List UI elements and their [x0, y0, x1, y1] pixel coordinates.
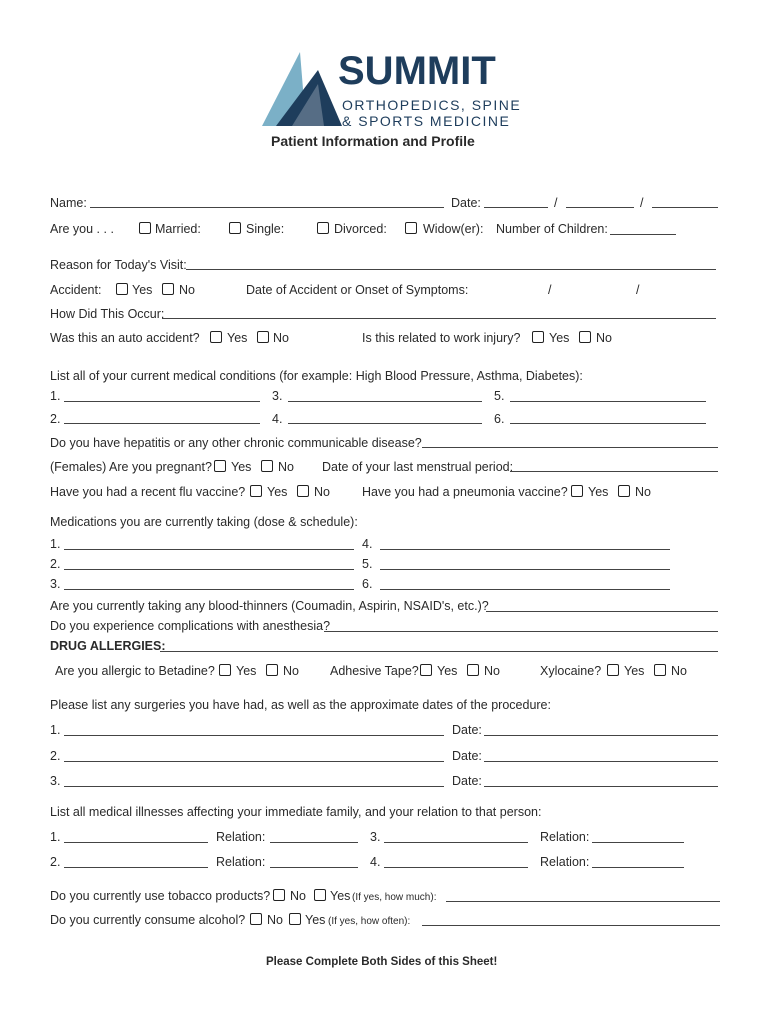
- single-checkbox[interactable]: [229, 222, 241, 234]
- family-relation-label-3: Relation:: [540, 830, 590, 844]
- pregnant-yes-label: Yes: [231, 460, 252, 474]
- flu-yes-checkbox[interactable]: [250, 485, 262, 497]
- work-no-label: No: [596, 331, 612, 345]
- tobacco-yes-label: Yes: [330, 889, 351, 903]
- drug-allergies-label: DRUG ALLERGIES:: [50, 639, 166, 653]
- flu-label: Have you had a recent flu vaccine?: [50, 485, 246, 499]
- auto-accident-label: Was this an auto accident?: [50, 331, 200, 345]
- work-injury-label: Is this related to work injury?: [362, 331, 521, 345]
- family-num-2: 2.: [50, 855, 61, 869]
- adhesive-yes-checkbox[interactable]: [420, 664, 432, 676]
- betadine-yes-label: Yes: [236, 664, 257, 678]
- work-yes-checkbox[interactable]: [532, 331, 544, 343]
- auto-yes-checkbox[interactable]: [210, 331, 222, 343]
- family-num-4: 4.: [370, 855, 381, 869]
- married-checkbox[interactable]: [139, 222, 151, 234]
- alcohol-field[interactable]: [422, 925, 720, 926]
- widow-label: Widow(er):: [423, 222, 484, 236]
- are-you-label: Are you . . .: [50, 222, 114, 236]
- accident-no-label: No: [179, 283, 195, 297]
- date-year-field[interactable]: [652, 207, 718, 208]
- date-accident-slash-2: /: [636, 283, 640, 297]
- condition-num-4: 4.: [272, 412, 283, 426]
- pneumonia-no-checkbox[interactable]: [618, 485, 630, 497]
- date-slash-2: /: [640, 196, 644, 210]
- how-occur-field[interactable]: [162, 318, 716, 319]
- xylocaine-yes-label: Yes: [624, 664, 645, 678]
- adhesive-no-label: No: [484, 664, 500, 678]
- logo-wordmark: SUMMIT: [338, 49, 496, 93]
- surgery-num-2: 2.: [50, 749, 61, 763]
- anesthesia-field[interactable]: [324, 631, 718, 632]
- alcohol-hint: (If yes, how often):: [328, 916, 411, 927]
- pneumonia-label: Have you had a pneumonia vaccine?: [362, 485, 568, 499]
- tobacco-hint: (If yes, how much):: [352, 892, 437, 903]
- summit-logo: [262, 44, 522, 132]
- drug-allergies-field[interactable]: [160, 651, 718, 652]
- family-num-1: 1.: [50, 830, 61, 844]
- children-field[interactable]: [610, 234, 676, 235]
- med-field-2[interactable]: [64, 569, 354, 570]
- med-field-5[interactable]: [380, 569, 670, 570]
- conditions-label: List all of your current medical conditions (for example: High Blood Pressure, Asthma, Diabetes):: [50, 369, 583, 383]
- name-label: Name:: [50, 196, 87, 210]
- alcohol-no-label: No: [267, 913, 283, 927]
- date-accident-slash-1: /: [548, 283, 552, 297]
- pregnant-no-checkbox[interactable]: [261, 460, 273, 472]
- auto-no-label: No: [273, 331, 289, 345]
- name-field[interactable]: [90, 207, 444, 208]
- family-relation-field-1[interactable]: [270, 842, 358, 843]
- medications-label: Medications you are currently taking (dose & schedule):: [50, 515, 358, 529]
- surgery-date-field-1[interactable]: [484, 735, 718, 736]
- med-num-3: 3.: [50, 577, 61, 591]
- how-occur-label: How Did This Occur:: [50, 307, 165, 321]
- accident-yes-checkbox[interactable]: [116, 283, 128, 295]
- surgery-num-1: 1.: [50, 723, 61, 737]
- single-label: Single:: [246, 222, 285, 236]
- adhesive-yes-label: Yes: [437, 664, 458, 678]
- family-relation-field-4[interactable]: [592, 867, 684, 868]
- med-num-2: 2.: [50, 557, 61, 571]
- blood-thinners-field[interactable]: [486, 611, 718, 612]
- accident-label: Accident:: [50, 283, 102, 297]
- family-field-2[interactable]: [64, 867, 208, 868]
- condition-num-6: 6.: [494, 412, 505, 426]
- alcohol-yes-checkbox[interactable]: [289, 913, 301, 925]
- footer-note: Please Complete Both Sides of this Sheet!: [266, 956, 498, 968]
- surgery-field-3[interactable]: [64, 786, 444, 787]
- pregnant-no-label: No: [278, 460, 294, 474]
- work-yes-label: Yes: [549, 331, 570, 345]
- surgery-date-label-3: Date:: [452, 774, 482, 788]
- med-num-6: 6.: [362, 577, 373, 591]
- xylocaine-no-checkbox[interactable]: [654, 664, 666, 676]
- blood-thinners-label: Are you currently taking any blood-thinners (Coumadin, Aspirin, NSAID's, etc.)?: [50, 599, 489, 613]
- condition-field-2[interactable]: [64, 423, 260, 424]
- condition-field-4[interactable]: [288, 423, 482, 424]
- family-relation-field-2[interactable]: [270, 867, 358, 868]
- menstrual-label: Date of your last menstrual period:: [322, 460, 514, 474]
- med-num-4: 4.: [362, 537, 373, 551]
- logo-subtitle-2: & SPORTS MEDICINE: [342, 113, 511, 129]
- condition-field-5[interactable]: [510, 401, 706, 402]
- children-label: Number of Children:: [496, 222, 608, 236]
- surgery-field-1[interactable]: [64, 735, 444, 736]
- betadine-no-checkbox[interactable]: [266, 664, 278, 676]
- family-field-4[interactable]: [384, 867, 528, 868]
- xylocaine-label: Xylocaine?: [540, 664, 602, 678]
- surgery-num-3: 3.: [50, 774, 61, 788]
- tobacco-field[interactable]: [446, 901, 720, 902]
- family-field-3[interactable]: [384, 842, 528, 843]
- med-num-1: 1.: [50, 537, 61, 551]
- divorced-checkbox[interactable]: [317, 222, 329, 234]
- pneumonia-yes-checkbox[interactable]: [571, 485, 583, 497]
- flu-yes-label: Yes: [267, 485, 288, 499]
- surgery-field-2[interactable]: [64, 761, 444, 762]
- hepatitis-field[interactable]: [422, 447, 718, 448]
- adhesive-label: Adhesive Tape?: [330, 664, 419, 678]
- surgery-date-label-1: Date:: [452, 723, 482, 737]
- family-relation-label-1: Relation:: [216, 830, 266, 844]
- family-num-3: 3.: [370, 830, 381, 844]
- adhesive-no-checkbox[interactable]: [467, 664, 479, 676]
- tobacco-yes-checkbox[interactable]: [314, 889, 326, 901]
- hepatitis-label: Do you have hepatitis or any other chronic communicable disease?: [50, 436, 422, 450]
- reason-field[interactable]: [186, 269, 716, 270]
- family-relation-field-3[interactable]: [592, 842, 684, 843]
- date-day-field[interactable]: [566, 207, 634, 208]
- condition-num-5: 5.: [494, 389, 505, 403]
- surgery-date-field-3[interactable]: [484, 786, 718, 787]
- betadine-yes-checkbox[interactable]: [219, 664, 231, 676]
- tobacco-label: Do you currently use tobacco products?: [50, 889, 271, 903]
- pregnant-yes-checkbox[interactable]: [214, 460, 226, 472]
- med-field-1[interactable]: [64, 549, 354, 550]
- work-no-checkbox[interactable]: [579, 331, 591, 343]
- pregnant-label: (Females) Are you pregnant?: [50, 460, 212, 474]
- logo-subtitle-1: ORTHOPEDICS, SPINE: [342, 97, 522, 113]
- condition-num-3: 3.: [272, 389, 283, 403]
- betadine-label: Are you allergic to Betadine?: [55, 664, 215, 678]
- condition-field-3[interactable]: [288, 401, 482, 402]
- reason-label: Reason for Today's Visit:: [50, 258, 187, 272]
- pneumonia-no-label: No: [635, 485, 651, 499]
- menstrual-field[interactable]: [510, 471, 718, 472]
- condition-num-1: 1.: [50, 389, 61, 403]
- tobacco-no-label: No: [290, 889, 306, 903]
- form-title: Patient Information and Profile: [271, 133, 475, 149]
- pneumonia-yes-label: Yes: [588, 485, 609, 499]
- married-label: Married:: [155, 222, 201, 236]
- date-slash-1: /: [554, 196, 558, 210]
- accident-yes-label: Yes: [132, 283, 153, 297]
- surgeries-label: Please list any surgeries you have had, as well as the approximate dates of the procedure:: [50, 698, 551, 712]
- med-field-3[interactable]: [64, 589, 354, 590]
- condition-field-6[interactable]: [510, 423, 706, 424]
- xylocaine-yes-checkbox[interactable]: [607, 664, 619, 676]
- anesthesia-label: Do you experience complications with anesthesia?: [50, 619, 331, 633]
- family-field-1[interactable]: [64, 842, 208, 843]
- date-label: Date:: [451, 196, 481, 210]
- flu-no-label: No: [314, 485, 330, 499]
- med-field-6[interactable]: [380, 589, 670, 590]
- surgery-date-label-2: Date:: [452, 749, 482, 763]
- condition-num-2: 2.: [50, 412, 61, 426]
- med-field-4[interactable]: [380, 549, 670, 550]
- date-accident-label: Date of Accident or Onset of Symptoms:: [246, 283, 469, 297]
- auto-no-checkbox[interactable]: [257, 331, 269, 343]
- surgery-date-field-2[interactable]: [484, 761, 718, 762]
- alcohol-label: Do you currently consume alcohol?: [50, 913, 246, 927]
- alcohol-no-checkbox[interactable]: [250, 913, 262, 925]
- auto-yes-label: Yes: [227, 331, 248, 345]
- date-month-field[interactable]: [484, 207, 548, 208]
- accident-no-checkbox[interactable]: [162, 283, 174, 295]
- widow-checkbox[interactable]: [405, 222, 417, 234]
- betadine-no-label: No: [283, 664, 299, 678]
- family-relation-label-4: Relation:: [540, 855, 590, 869]
- tobacco-no-checkbox[interactable]: [273, 889, 285, 901]
- condition-field-1[interactable]: [64, 401, 260, 402]
- family-relation-label-2: Relation:: [216, 855, 266, 869]
- med-num-5: 5.: [362, 557, 373, 571]
- alcohol-yes-label: Yes: [305, 913, 326, 927]
- flu-no-checkbox[interactable]: [297, 485, 309, 497]
- family-label: List all medical illnesses affecting your immediate family, and your relation to that person:: [50, 805, 542, 819]
- divorced-label: Divorced:: [334, 222, 387, 236]
- xylocaine-no-label: No: [671, 664, 687, 678]
